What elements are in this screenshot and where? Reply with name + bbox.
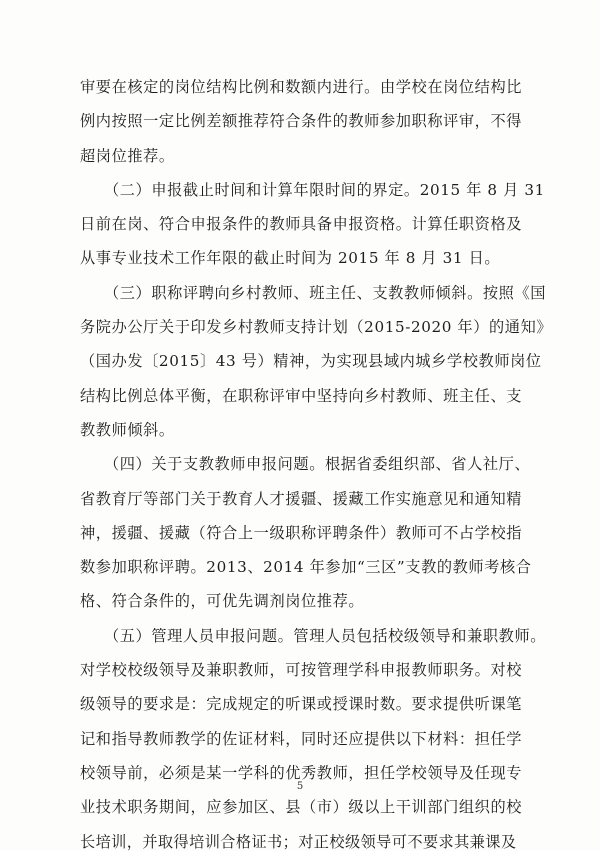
text-line: 记和指导教师教学的佐证材料，同时还应提供以下材料：担任学: [80, 729, 523, 748]
text-line: 省教育厅等部门关于教育人才援疆、援藏工作实施意见和通知精: [80, 489, 523, 508]
page-number: 5: [296, 781, 304, 792]
text-line: 神，援疆、援藏（符合上一级职称评聘条件）教师可不占学校指: [80, 523, 523, 542]
text-line: （二）申报截止时间和计算年限时间的界定。2015 年 8 月 31: [80, 180, 545, 199]
body-text: [80, 70, 553, 859]
text-line: 从事专业技术工作年限的截止时间为 2015 年 8 月 31 日。: [80, 249, 501, 268]
text-line: （五）管理人员申报问题。管理人员包括校级领导和兼职教师。: [80, 626, 547, 645]
text-line: 长培训，并取得培训合格证书；对正校级领导可不要求其兼课及: [80, 832, 517, 851]
text-line: 格、符合条件的，可优先调剂岗位推荐。: [80, 592, 365, 611]
text-line: 业技术职务期间，应参加区、县（市）级以上干训部门组织的校: [80, 798, 523, 817]
text-line: 例内按照一定比例差额推荐符合条件的教师参加职称评审，不得: [80, 112, 523, 131]
text-line: （三）职称评聘向乡村教师、班主任、支教教师倾斜。按照《国: [80, 283, 547, 302]
text-line: 级领导的要求是：完成规定的听课或授课时数。要求提供听课笔: [80, 695, 523, 714]
text-line: 审要在核定的岗位结构比例和数额内进行。由学校在岗位结构比: [80, 78, 523, 96]
text-line: （国办发〔2015〕43 号）精神，为实现县域内城乡学校教师岗位: [80, 352, 542, 371]
text-line: 校领导前，必须是某一学科的优秀教师，担任学校领导及任现专: [80, 763, 523, 782]
text-line: 务院办公厅关于印发乡村教师支持计划（2015-2020 年）的通知》: [80, 318, 553, 337]
text-line: 教教师倾斜。: [80, 420, 175, 439]
text-line: 日前在岗、符合申报条件的教师具备申报资格。计算任职资格及: [80, 215, 523, 234]
text-line: 超岗位推荐。: [80, 146, 175, 165]
text-line: 结构比例总体平衡，在职称评审中坚持向乡村教师、班主任、支: [80, 386, 523, 405]
text-line: 数参加职称评聘。2013、2014 年参加“三区”支教的教师考核合: [80, 558, 532, 577]
text-line: 对学校校级领导及兼职教师，可按管理学科申报教师职务。对校: [80, 661, 523, 680]
text-line: （四）关于支教教师申报问题。根据省委组织部、省人社厅、: [80, 455, 531, 474]
